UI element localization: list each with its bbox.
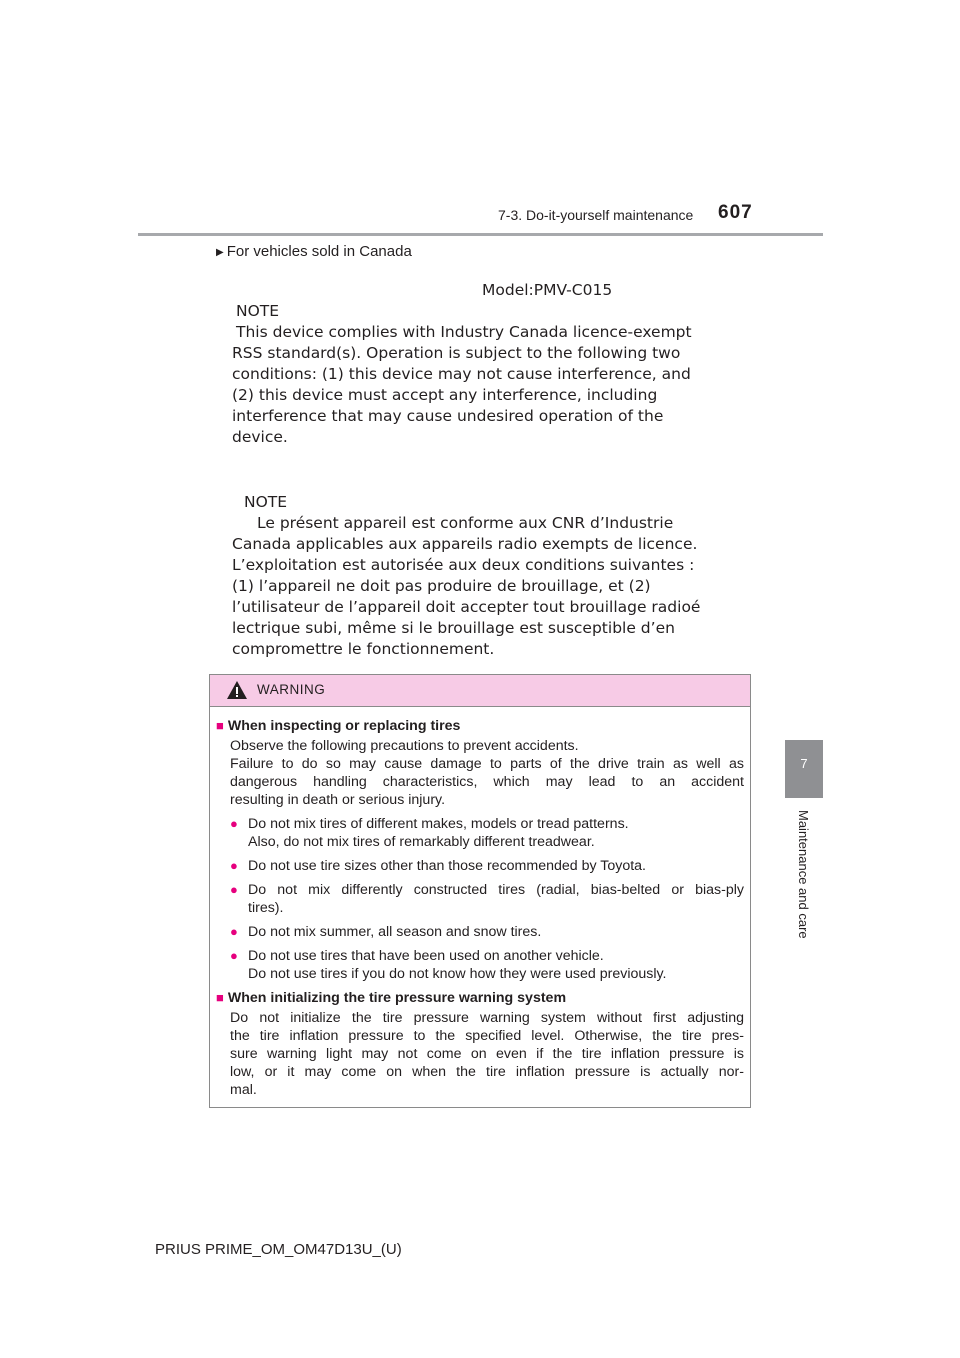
chapter-tab-label: Maintenance and care	[796, 810, 811, 939]
note-en-body	[232, 322, 732, 448]
warning-box	[209, 674, 751, 1108]
model-label: Model:PMV-C015	[482, 281, 613, 299]
bullet-dot-icon: ●	[230, 948, 238, 963]
note-en-line: device.	[232, 428, 288, 446]
warning-triangle-icon	[226, 680, 248, 705]
bullet-dot-icon: ●	[230, 816, 238, 831]
note-fr-line: lectrique subi, même si le brouillage est susceptible d’en	[232, 619, 675, 637]
bullet-dot-icon: ●	[230, 924, 238, 939]
bullet-dot-icon: ●	[230, 858, 238, 873]
footer-document-code: PRIUS PRIME_OM_OM47D13U_(U)	[155, 1241, 402, 1258]
note-fr-line: (1) l’appareil ne doit pas produire de brouillage, et (2)	[232, 577, 651, 595]
warning-paragraph: Do not initialize the tire pressure warning system without first adjusting the tire inflation pressure to the specified level. Otherwise, the tire pres- sure warning light may not come on even if the tire inflation pressure is low, or it may come on when the tire inflation pressure is actually nor- mal.	[230, 1010, 744, 1098]
section-title: 7-3. Do-it-yourself maintenance	[498, 207, 694, 223]
square-bullet-icon: ■	[216, 718, 224, 733]
warning-paragraph: Observe the following precautions to prevent accidents. Failure to do so may cause damage to parts of the drive train as well as dangerous handling characteristics, which may lead to an accident resulting in death or serious injury.	[230, 738, 744, 808]
header-rule	[138, 233, 823, 236]
warning-bullet: ● Do not mix differently constructed tires (radial, bias-belted or bias-ply tires).	[230, 882, 744, 916]
note-en-line: (2) this device must accept any interference, including	[232, 386, 658, 404]
note-en-title: NOTE	[236, 302, 280, 320]
note-fr-line: L’exploitation est autorisée aux deux conditions suivantes :	[232, 556, 695, 574]
note-fr-line: compromettre le fonctionnement.	[232, 640, 495, 658]
bullet-dot-icon: ●	[230, 882, 238, 897]
note-en-line: conditions: (1) this device may not cause interference, and	[232, 365, 691, 383]
warning-bullet: ● Do not use tires that have been used on another vehicle. Do not use tires if you do not know how they were used previously.	[230, 948, 667, 982]
note-fr-line: Canada applicables aux appareils radio exempts de licence.	[232, 535, 698, 553]
warning-body	[216, 717, 744, 1105]
intro-text: For vehicles sold in Canada	[226, 243, 412, 260]
warning-section-title: ■ When initializing the tire pressure warning system	[216, 990, 567, 1006]
note-fr-title: NOTE	[244, 493, 288, 511]
warning-header	[210, 675, 750, 707]
warning-title: WARNING	[257, 682, 326, 697]
triangle-right-icon: ▶	[216, 247, 224, 258]
page-number: 607	[718, 202, 753, 223]
note-en-line: RSS standard(s). Operation is subject to the following two	[232, 344, 681, 362]
note-fr-line: Le présent appareil est conforme aux CNR d’Industrie	[257, 514, 674, 532]
square-bullet-icon: ■	[216, 990, 224, 1005]
note-en-line: This device complies with Industry Canada licence-exempt	[236, 323, 692, 341]
intro-line	[216, 243, 412, 260]
warning-bullet: ● Do not mix summer, all season and snow tires.	[230, 924, 542, 940]
warning-bullet: ● Do not mix tires of different makes, models or tread patterns. Also, do not mix tires of remarkably different treadwear.	[230, 816, 629, 850]
note-en-line: interference that may cause undesired operation of the	[232, 407, 664, 425]
note-fr-line: l’utilisateur de l’appareil doit accepter tout brouillage radioé	[232, 598, 701, 616]
warning-section-title: ■ When inspecting or replacing tires	[216, 718, 461, 734]
chapter-tab-number: 7	[800, 756, 808, 771]
warning-bullet: ● Do not use tire sizes other than those recommended by Toyota.	[230, 858, 646, 874]
note-fr-body	[232, 513, 742, 660]
